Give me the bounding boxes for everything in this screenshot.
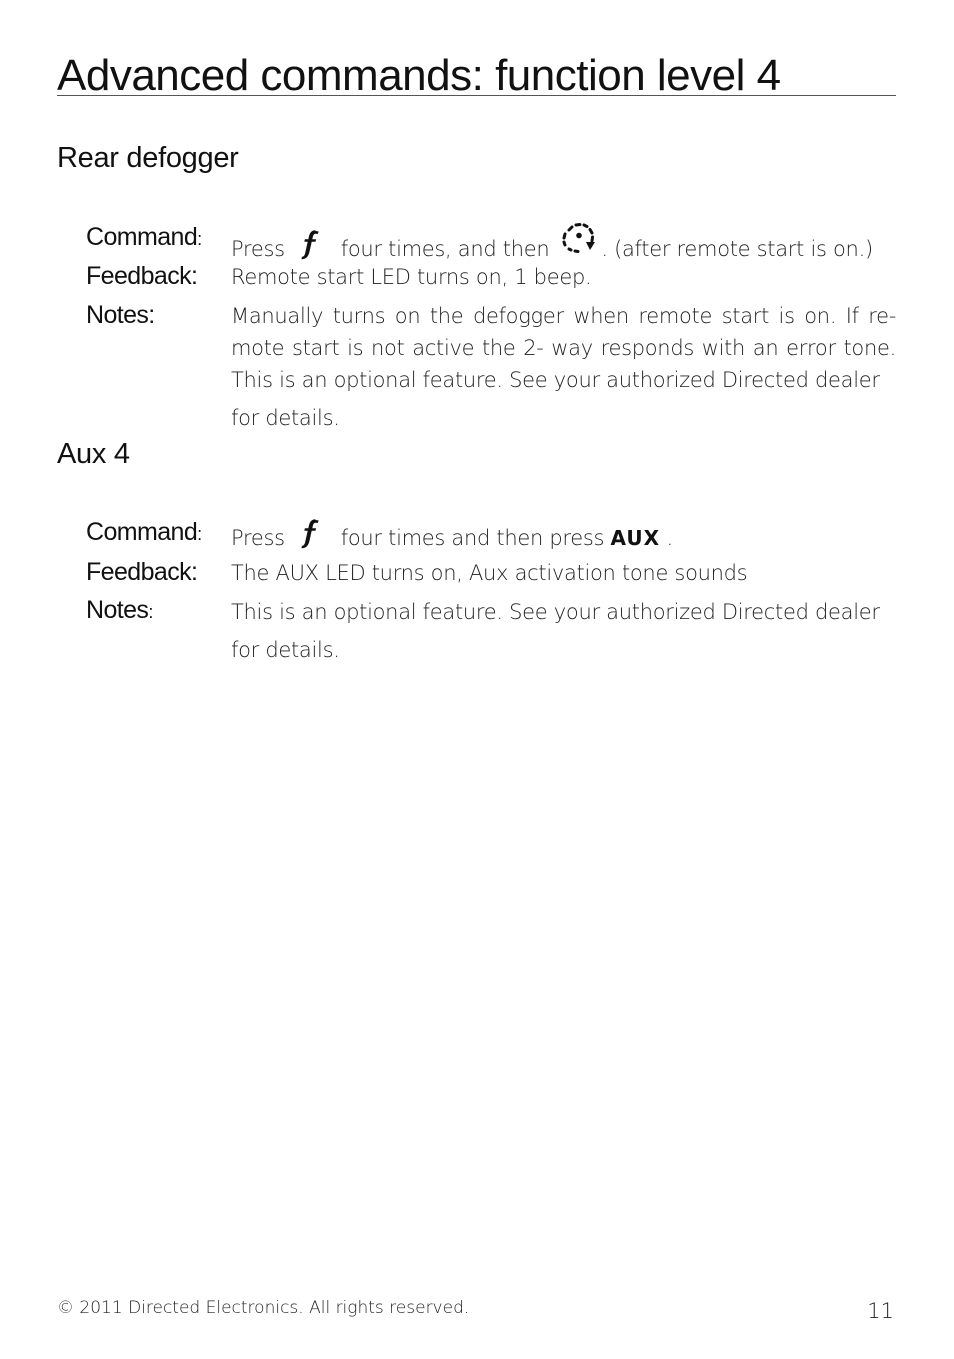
- notes-label: Notes:: [86, 301, 155, 329]
- colon: :: [148, 602, 153, 622]
- command-press-text: Press: [231, 237, 285, 261]
- feedback-label: Feedback:: [86, 262, 198, 290]
- command-value: [231, 222, 896, 265]
- notes-last-line: for details.: [231, 638, 340, 662]
- notes-value: [231, 300, 896, 434]
- command-label: [86, 516, 202, 550]
- notes-label: [86, 594, 153, 628]
- command-label: [86, 221, 202, 255]
- aux-key-label: AUX: [610, 526, 661, 550]
- function-f-icon: [295, 228, 329, 260]
- command-value: [231, 517, 896, 554]
- section-heading-aux-4: Aux 4: [57, 438, 130, 470]
- function-f-icon: [295, 517, 329, 549]
- command-mid-text: four times, and then: [340, 237, 550, 261]
- notes-body-text: This is an optional feature. See your authorized Directed dealer: [231, 600, 880, 624]
- notes-value: [231, 596, 896, 666]
- notes-last-line: for details.: [231, 406, 340, 430]
- page-title: Advanced commands: function level 4: [57, 48, 896, 96]
- footer-copyright: © 2011 Directed Electronics. All rights reserved.: [57, 1298, 470, 1318]
- feedback-label: Feedback:: [86, 558, 198, 586]
- command-label-text: Command: [86, 223, 198, 251]
- feedback-value: The AUX LED turns on, Aux activation tone sounds: [231, 561, 748, 585]
- notes-body-text: Manually turns on the defogger when remote start is on. If re-mote start is not active the 2- way responds with an error tone. This is an optional feature. See your authorized Directed dealer: [231, 304, 896, 392]
- remote-start-icon: [559, 222, 601, 262]
- command-tail-text: . (after remote start is on.): [601, 237, 873, 261]
- feedback-value: Remote start LED turns on, 1 beep.: [231, 265, 592, 289]
- command-mid-text: four times and then press: [340, 526, 605, 550]
- colon: :: [197, 524, 202, 544]
- command-label-text: Command: [86, 518, 198, 546]
- page-number: 11: [867, 1299, 894, 1323]
- notes-label-text: Notes: [86, 596, 149, 624]
- command-press-text: Press: [231, 526, 285, 550]
- command-tail-text: .: [666, 526, 673, 550]
- section-heading-rear-defogger: Rear defogger: [57, 142, 239, 174]
- colon: :: [197, 229, 202, 249]
